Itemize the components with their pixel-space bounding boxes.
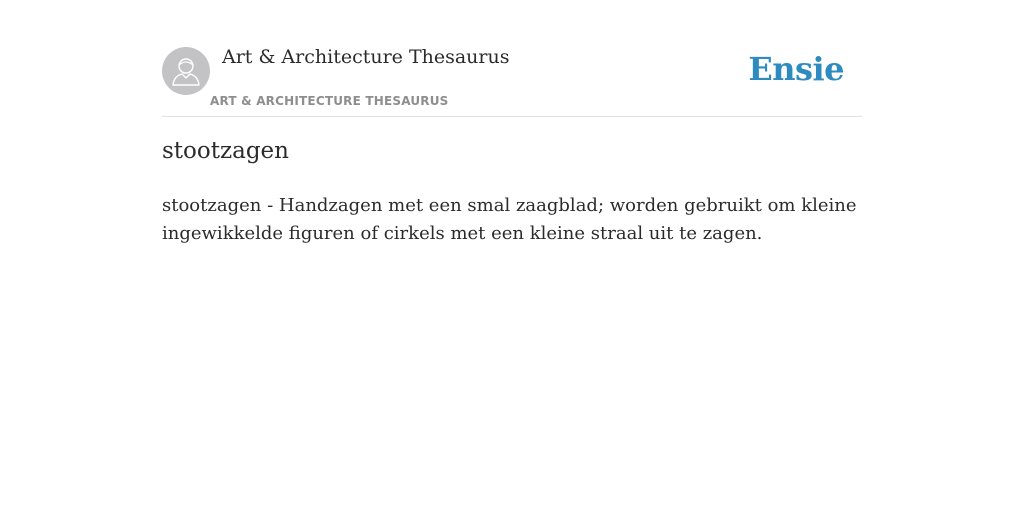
source-title-link[interactable]: Art & Architecture Thesaurus (222, 46, 510, 68)
term-title: stootzagen (162, 138, 289, 164)
source-header (162, 40, 862, 117)
source-subtitle: ART & ARCHITECTURE THESAURUS (210, 94, 449, 108)
ensie-logo[interactable]: Ensie (748, 50, 844, 88)
term-definition: stootzagen - Handzagen met een smal zaagblad; worden gebruikt om kleine ingewikkelde figuren of cirkels met een kleine straal uit te zagen. (162, 195, 857, 244)
user-silhouette-icon[interactable] (162, 47, 210, 95)
